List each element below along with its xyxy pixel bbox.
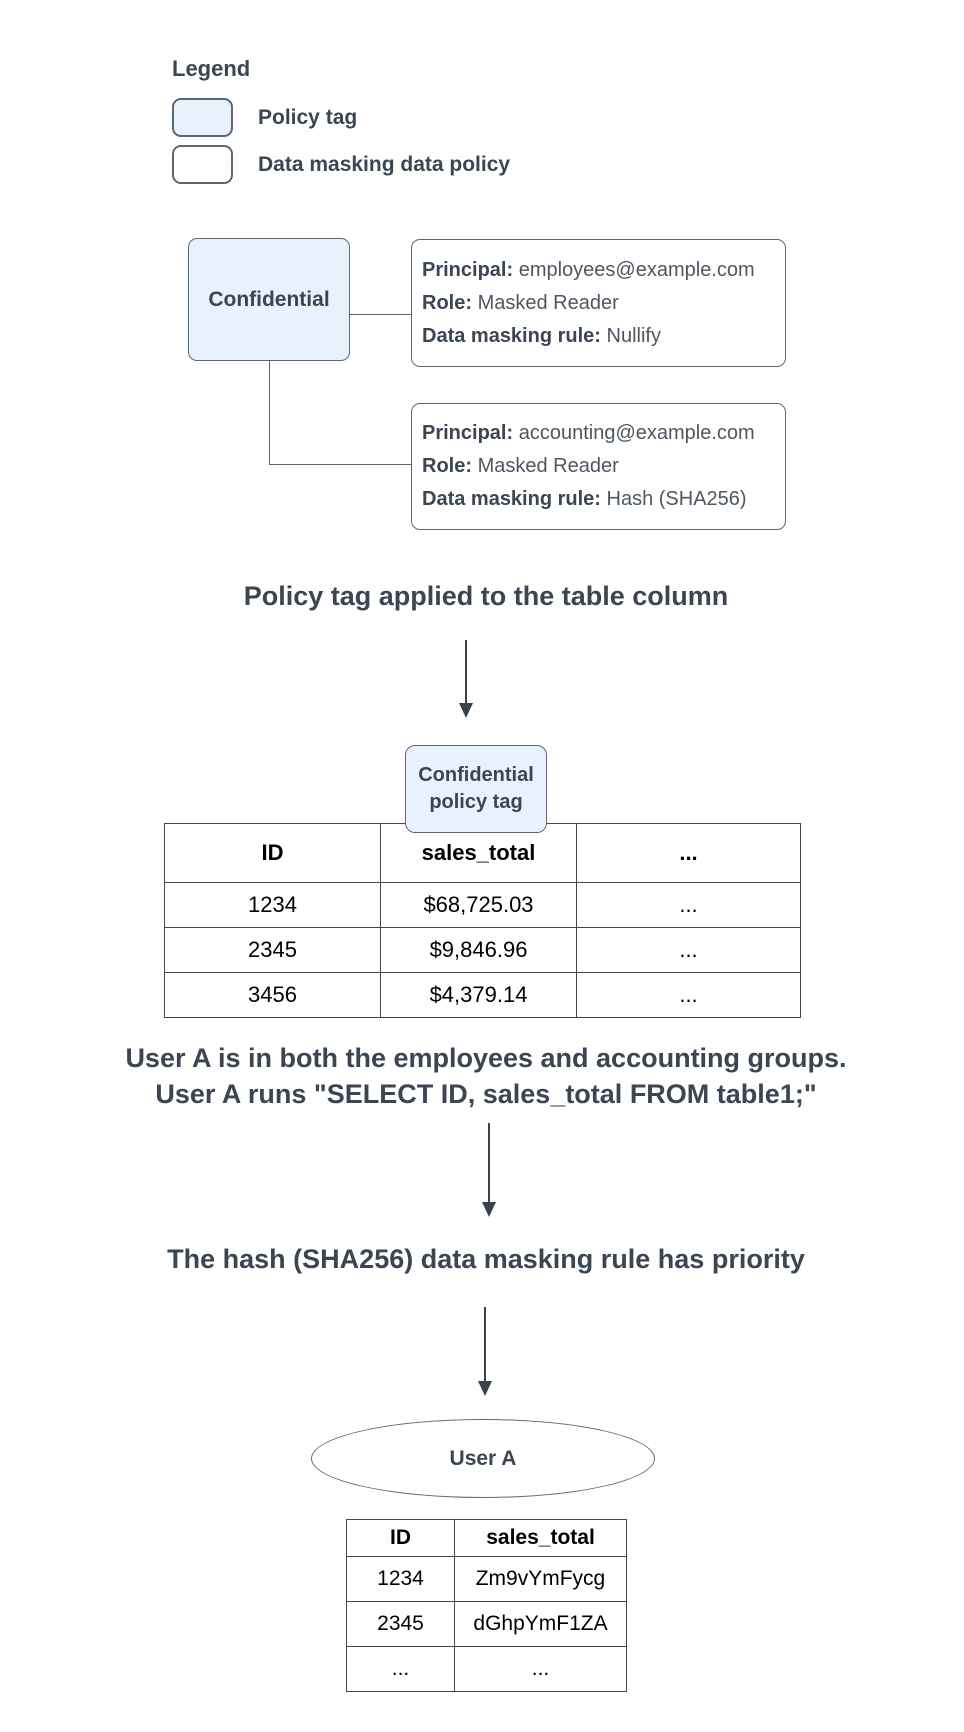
policy-line-principal: Principal: accounting@example.com xyxy=(422,422,755,444)
policy-line-rule: Data masking rule: Nullify xyxy=(422,324,661,347)
caption-line: User A is in both the employees and accounting groups. xyxy=(125,1043,847,1073)
policy-line-role: Role: Masked Reader xyxy=(422,455,619,477)
table-cell: 2345 xyxy=(347,1602,455,1647)
table-header-row xyxy=(347,1520,627,1557)
policy-line-rule: Data masking rule: Hash (SHA256) xyxy=(422,488,747,510)
table-row xyxy=(347,1647,627,1692)
table-cell: 2345 xyxy=(165,928,381,973)
legend-title: Legend xyxy=(172,56,251,81)
table-header-cell: ID xyxy=(347,1520,455,1557)
table-row xyxy=(165,883,801,928)
table-row xyxy=(347,1557,627,1602)
data-policy-card-nullify xyxy=(411,239,786,367)
table-cell: ... xyxy=(577,928,801,973)
caption-user-a-groups xyxy=(10,1040,962,1112)
table-cell: ... xyxy=(455,1647,627,1692)
table-header-cell: sales_total xyxy=(455,1520,627,1557)
policy-tag-swatch xyxy=(172,98,233,137)
legend-item-policy-tag xyxy=(172,98,357,137)
caption-line: User A runs "SELECT ID, sales_total FROM table1;" xyxy=(155,1079,817,1109)
node-label: Confidential xyxy=(208,287,330,311)
policy-line-role: Role: Masked Reader xyxy=(422,291,619,314)
legend-item-data-policy xyxy=(172,145,510,184)
policy-line-principal: Principal: employees@example.com xyxy=(422,258,755,281)
table-header-cell: ... xyxy=(577,824,801,883)
table-header-cell: ID xyxy=(165,824,381,883)
legend-label: Policy tag xyxy=(258,105,358,129)
table-cell: ... xyxy=(577,883,801,928)
legend-label: Data masking data policy xyxy=(258,152,511,176)
user-a-ellipse xyxy=(311,1419,655,1498)
table-cell: $68,725.03 xyxy=(381,883,577,928)
caption-hash-priority: The hash (SHA256) data masking rule has priority xyxy=(167,1244,805,1274)
table-row xyxy=(165,928,801,973)
connector-confidential-to-nullify-policy xyxy=(350,314,411,315)
table-cell: $9,846.96 xyxy=(381,928,577,973)
callout-line: Confidential xyxy=(418,764,534,786)
data-policy-card-hash xyxy=(411,403,786,530)
table-cell: dGhpYmF1ZA xyxy=(455,1602,627,1647)
table-cell: 1234 xyxy=(347,1557,455,1602)
node-label: User A xyxy=(449,1446,517,1470)
table-cell: ... xyxy=(577,973,801,1018)
callout-line: policy tag xyxy=(429,791,523,813)
data-policy-swatch xyxy=(172,145,233,184)
caption-policy-tag-applied: Policy tag applied to the table column xyxy=(243,581,729,611)
policy-tag-callout xyxy=(405,745,547,833)
result-table xyxy=(346,1519,627,1692)
table-cell: 3456 xyxy=(165,973,381,1018)
policy-tag-node-confidential xyxy=(188,238,350,361)
down-arrow-icon xyxy=(477,1307,493,1396)
table-header-cell: sales_total xyxy=(381,824,577,883)
table-cell: $4,379.14 xyxy=(381,973,577,1018)
table-row xyxy=(165,973,801,1018)
down-arrow-icon xyxy=(481,1123,497,1217)
table-cell: Zm9vYmFycg xyxy=(455,1557,627,1602)
connector-confidential-to-hash-policy xyxy=(269,361,411,465)
down-arrow-icon xyxy=(458,640,474,718)
table-cell: ... xyxy=(347,1647,455,1692)
table-row xyxy=(347,1602,627,1647)
table-cell: 1234 xyxy=(165,883,381,928)
source-table xyxy=(164,823,801,1018)
